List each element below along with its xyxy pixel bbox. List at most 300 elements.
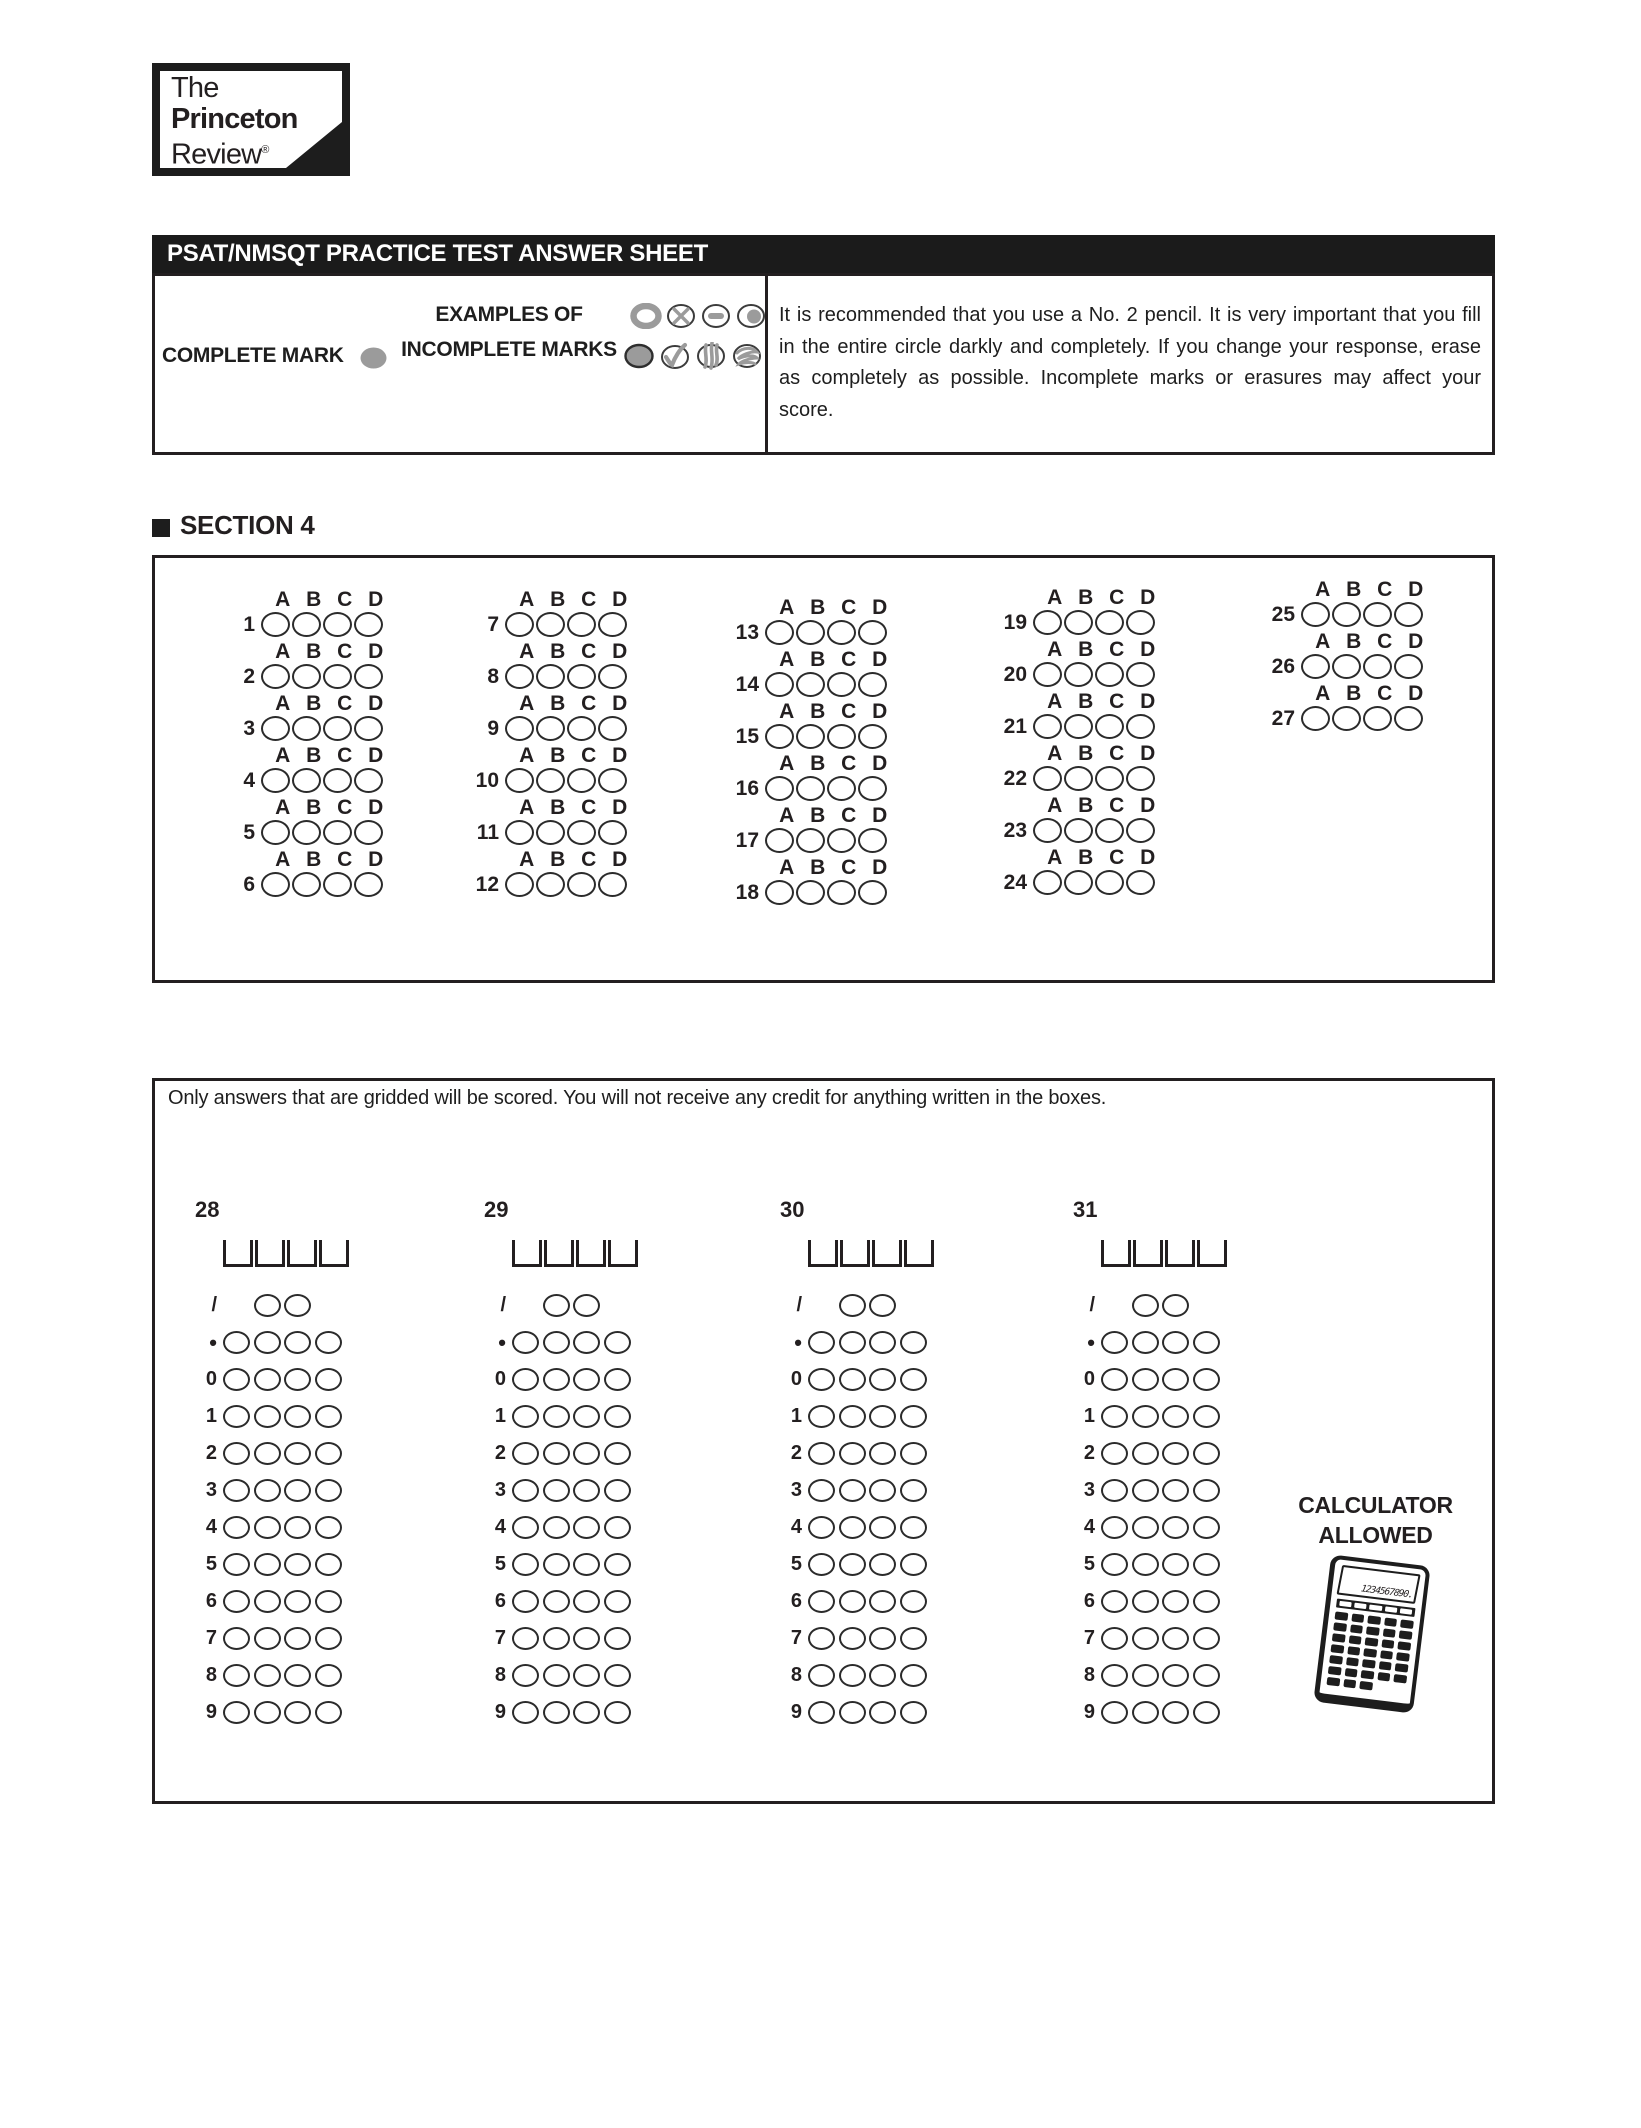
grid-bubble-q31-1-3[interactable] [1162, 1405, 1189, 1428]
grid-bubble-q29-4-4[interactable] [604, 1516, 631, 1539]
grid-bubble-q30-3-3[interactable] [869, 1479, 896, 1502]
grid-bubble-q31-8-4[interactable] [1193, 1664, 1220, 1687]
answer-bubble-q7-B[interactable] [536, 612, 565, 637]
answer-bubble-q1-B[interactable] [292, 612, 321, 637]
answer-bubble-q23-C[interactable] [1095, 818, 1124, 843]
answer-bubble-q22-D[interactable] [1126, 766, 1155, 791]
answer-bubble-q12-A[interactable] [505, 872, 534, 897]
answer-bubble-q20-C[interactable] [1095, 662, 1124, 687]
write-in-cell-q29-3[interactable] [576, 1240, 606, 1267]
answer-bubble-q25-B[interactable] [1332, 602, 1361, 627]
write-in-cell-q30-3[interactable] [872, 1240, 902, 1267]
answer-bubble-q21-C[interactable] [1095, 714, 1124, 739]
answer-bubble-q9-B[interactable] [536, 716, 565, 741]
answer-bubble-q19-C[interactable] [1095, 610, 1124, 635]
answer-bubble-q17-A[interactable] [765, 828, 794, 853]
grid-bubble-q29-point-3[interactable] [573, 1331, 600, 1354]
grid-bubble-q28-2-1[interactable] [223, 1442, 250, 1465]
grid-bubble-q28-6-2[interactable] [254, 1590, 281, 1613]
grid-bubble-q29-0-4[interactable] [604, 1368, 631, 1391]
grid-bubble-q28-4-3[interactable] [284, 1516, 311, 1539]
grid-bubble-q31-3-3[interactable] [1162, 1479, 1189, 1502]
grid-bubble-q30-6-4[interactable] [900, 1590, 927, 1613]
grid-bubble-q29-6-2[interactable] [543, 1590, 570, 1613]
grid-bubble-q30-3-2[interactable] [839, 1479, 866, 1502]
write-in-cell-q28-1[interactable] [223, 1240, 253, 1267]
grid-bubble-q30-7-4[interactable] [900, 1627, 927, 1650]
grid-bubble-q31-9-1[interactable] [1101, 1701, 1128, 1724]
answer-bubble-q16-C[interactable] [827, 776, 856, 801]
grid-bubble-q28-point-4[interactable] [315, 1331, 342, 1354]
answer-bubble-q1-C[interactable] [323, 612, 352, 637]
grid-bubble-q29-4-1[interactable] [512, 1516, 539, 1539]
grid-bubble-q29-4-3[interactable] [573, 1516, 600, 1539]
answer-bubble-q26-B[interactable] [1332, 654, 1361, 679]
grid-bubble-q28-7-1[interactable] [223, 1627, 250, 1650]
answer-bubble-q4-D[interactable] [354, 768, 383, 793]
grid-bubble-q31-4-4[interactable] [1193, 1516, 1220, 1539]
grid-bubble-q30-5-1[interactable] [808, 1553, 835, 1576]
grid-bubble-q31-6-1[interactable] [1101, 1590, 1128, 1613]
grid-bubble-q30-0-4[interactable] [900, 1368, 927, 1391]
grid-bubble-q29-3-2[interactable] [543, 1479, 570, 1502]
grid-bubble-q31-3-4[interactable] [1193, 1479, 1220, 1502]
answer-bubble-q8-C[interactable] [567, 664, 596, 689]
grid-bubble-q31-3-1[interactable] [1101, 1479, 1128, 1502]
answer-bubble-q17-C[interactable] [827, 828, 856, 853]
answer-bubble-q14-A[interactable] [765, 672, 794, 697]
grid-bubble-q31-5-1[interactable] [1101, 1553, 1128, 1576]
answer-bubble-q9-A[interactable] [505, 716, 534, 741]
grid-bubble-q30-1-2[interactable] [839, 1405, 866, 1428]
grid-bubble-q29-1-3[interactable] [573, 1405, 600, 1428]
grid-bubble-q29-3-1[interactable] [512, 1479, 539, 1502]
answer-bubble-q26-C[interactable] [1363, 654, 1392, 679]
grid-bubble-q29-point-1[interactable] [512, 1331, 539, 1354]
grid-bubble-q30-9-2[interactable] [839, 1701, 866, 1724]
grid-bubble-q30-4-4[interactable] [900, 1516, 927, 1539]
write-in-cell-q28-4[interactable] [319, 1240, 349, 1267]
grid-bubble-q28-8-3[interactable] [284, 1664, 311, 1687]
grid-bubble-q30-2-4[interactable] [900, 1442, 927, 1465]
grid-bubble-q30-4-2[interactable] [839, 1516, 866, 1539]
grid-bubble-q28-7-3[interactable] [284, 1627, 311, 1650]
grid-bubble-q28-9-4[interactable] [315, 1701, 342, 1724]
grid-bubble-q29-7-3[interactable] [573, 1627, 600, 1650]
grid-bubble-q28-/-2[interactable] [284, 1294, 311, 1317]
answer-bubble-q10-B[interactable] [536, 768, 565, 793]
grid-bubble-q31-0-4[interactable] [1193, 1368, 1220, 1391]
grid-bubble-q30-5-3[interactable] [869, 1553, 896, 1576]
grid-bubble-q28-3-1[interactable] [223, 1479, 250, 1502]
answer-bubble-q6-A[interactable] [261, 872, 290, 897]
grid-bubble-q28-4-2[interactable] [254, 1516, 281, 1539]
grid-bubble-q31-0-1[interactable] [1101, 1368, 1128, 1391]
grid-bubble-q31-8-3[interactable] [1162, 1664, 1189, 1687]
grid-bubble-q28-7-4[interactable] [315, 1627, 342, 1650]
grid-bubble-q30-2-3[interactable] [869, 1442, 896, 1465]
grid-bubble-q30-8-3[interactable] [869, 1664, 896, 1687]
grid-bubble-q31-5-4[interactable] [1193, 1553, 1220, 1576]
grid-bubble-q29-2-4[interactable] [604, 1442, 631, 1465]
grid-bubble-q31-7-2[interactable] [1132, 1627, 1159, 1650]
grid-bubble-q28-2-3[interactable] [284, 1442, 311, 1465]
answer-bubble-q3-B[interactable] [292, 716, 321, 741]
grid-bubble-q30-4-3[interactable] [869, 1516, 896, 1539]
grid-bubble-q29-9-3[interactable] [573, 1701, 600, 1724]
grid-bubble-q28-5-2[interactable] [254, 1553, 281, 1576]
grid-bubble-q29-point-2[interactable] [543, 1331, 570, 1354]
grid-bubble-q29-1-1[interactable] [512, 1405, 539, 1428]
answer-bubble-q18-C[interactable] [827, 880, 856, 905]
grid-bubble-q29-7-4[interactable] [604, 1627, 631, 1650]
answer-bubble-q15-A[interactable] [765, 724, 794, 749]
answer-bubble-q15-D[interactable] [858, 724, 887, 749]
grid-bubble-q29-8-1[interactable] [512, 1664, 539, 1687]
grid-bubble-q28-1-2[interactable] [254, 1405, 281, 1428]
grid-bubble-q31-point-3[interactable] [1162, 1331, 1189, 1354]
answer-bubble-q9-C[interactable] [567, 716, 596, 741]
answer-bubble-q12-D[interactable] [598, 872, 627, 897]
grid-bubble-q31-2-4[interactable] [1193, 1442, 1220, 1465]
answer-bubble-q20-B[interactable] [1064, 662, 1093, 687]
grid-bubble-q31-1-1[interactable] [1101, 1405, 1128, 1428]
answer-bubble-q14-D[interactable] [858, 672, 887, 697]
answer-bubble-q19-A[interactable] [1033, 610, 1062, 635]
grid-bubble-q28-3-3[interactable] [284, 1479, 311, 1502]
grid-bubble-q29-0-1[interactable] [512, 1368, 539, 1391]
answer-bubble-q23-D[interactable] [1126, 818, 1155, 843]
grid-bubble-q28-6-4[interactable] [315, 1590, 342, 1613]
grid-bubble-q31-9-4[interactable] [1193, 1701, 1220, 1724]
grid-bubble-q31-5-2[interactable] [1132, 1553, 1159, 1576]
grid-bubble-q29-9-2[interactable] [543, 1701, 570, 1724]
grid-bubble-q28-0-1[interactable] [223, 1368, 250, 1391]
grid-bubble-q30-6-2[interactable] [839, 1590, 866, 1613]
answer-bubble-q18-A[interactable] [765, 880, 794, 905]
answer-bubble-q7-C[interactable] [567, 612, 596, 637]
grid-bubble-q31-7-1[interactable] [1101, 1627, 1128, 1650]
grid-bubble-q31-0-3[interactable] [1162, 1368, 1189, 1391]
grid-bubble-q28-3-4[interactable] [315, 1479, 342, 1502]
answer-bubble-q6-B[interactable] [292, 872, 321, 897]
grid-bubble-q31-7-3[interactable] [1162, 1627, 1189, 1650]
answer-bubble-q27-B[interactable] [1332, 706, 1361, 731]
grid-bubble-q29-3-3[interactable] [573, 1479, 600, 1502]
grid-bubble-q29-9-4[interactable] [604, 1701, 631, 1724]
grid-bubble-q30-point-2[interactable] [839, 1331, 866, 1354]
grid-bubble-q29-7-2[interactable] [543, 1627, 570, 1650]
answer-bubble-q24-B[interactable] [1064, 870, 1093, 895]
grid-bubble-q28-3-2[interactable] [254, 1479, 281, 1502]
answer-bubble-q5-B[interactable] [292, 820, 321, 845]
answer-bubble-q6-D[interactable] [354, 872, 383, 897]
answer-bubble-q14-B[interactable] [796, 672, 825, 697]
grid-bubble-q31-/-1[interactable] [1132, 1294, 1159, 1317]
grid-bubble-q28-2-2[interactable] [254, 1442, 281, 1465]
grid-bubble-q31-6-2[interactable] [1132, 1590, 1159, 1613]
answer-bubble-q4-A[interactable] [261, 768, 290, 793]
answer-bubble-q24-C[interactable] [1095, 870, 1124, 895]
answer-bubble-q13-A[interactable] [765, 620, 794, 645]
grid-bubble-q28-7-2[interactable] [254, 1627, 281, 1650]
grid-bubble-q29-1-2[interactable] [543, 1405, 570, 1428]
answer-bubble-q20-D[interactable] [1126, 662, 1155, 687]
write-in-cell-q29-1[interactable] [512, 1240, 542, 1267]
answer-bubble-q12-C[interactable] [567, 872, 596, 897]
answer-bubble-q2-D[interactable] [354, 664, 383, 689]
answer-bubble-q26-A[interactable] [1301, 654, 1330, 679]
grid-bubble-q30-1-3[interactable] [869, 1405, 896, 1428]
grid-bubble-q29-4-2[interactable] [543, 1516, 570, 1539]
answer-bubble-q26-D[interactable] [1394, 654, 1423, 679]
grid-bubble-q29-7-1[interactable] [512, 1627, 539, 1650]
answer-bubble-q22-A[interactable] [1033, 766, 1062, 791]
answer-bubble-q2-C[interactable] [323, 664, 352, 689]
answer-bubble-q7-A[interactable] [505, 612, 534, 637]
grid-bubble-q28-2-4[interactable] [315, 1442, 342, 1465]
answer-bubble-q11-A[interactable] [505, 820, 534, 845]
answer-bubble-q19-B[interactable] [1064, 610, 1093, 635]
grid-bubble-q28-1-1[interactable] [223, 1405, 250, 1428]
answer-bubble-q21-B[interactable] [1064, 714, 1093, 739]
answer-bubble-q11-D[interactable] [598, 820, 627, 845]
grid-bubble-q30-9-4[interactable] [900, 1701, 927, 1724]
grid-bubble-q30-5-2[interactable] [839, 1553, 866, 1576]
answer-bubble-q27-A[interactable] [1301, 706, 1330, 731]
grid-bubble-q30-/-2[interactable] [869, 1294, 896, 1317]
grid-bubble-q28-0-4[interactable] [315, 1368, 342, 1391]
answer-bubble-q13-C[interactable] [827, 620, 856, 645]
answer-bubble-q5-A[interactable] [261, 820, 290, 845]
grid-bubble-q29-3-4[interactable] [604, 1479, 631, 1502]
answer-bubble-q22-B[interactable] [1064, 766, 1093, 791]
answer-bubble-q18-B[interactable] [796, 880, 825, 905]
grid-bubble-q28-/-1[interactable] [254, 1294, 281, 1317]
grid-bubble-q31-2-1[interactable] [1101, 1442, 1128, 1465]
grid-bubble-q30-9-1[interactable] [808, 1701, 835, 1724]
grid-bubble-q29-6-1[interactable] [512, 1590, 539, 1613]
write-in-cell-q29-2[interactable] [544, 1240, 574, 1267]
answer-bubble-q1-A[interactable] [261, 612, 290, 637]
grid-bubble-q29-5-2[interactable] [543, 1553, 570, 1576]
grid-bubble-q28-6-1[interactable] [223, 1590, 250, 1613]
grid-bubble-q31-point-2[interactable] [1132, 1331, 1159, 1354]
grid-bubble-q30-3-4[interactable] [900, 1479, 927, 1502]
grid-bubble-q28-1-3[interactable] [284, 1405, 311, 1428]
answer-bubble-q25-C[interactable] [1363, 602, 1392, 627]
answer-bubble-q1-D[interactable] [354, 612, 383, 637]
answer-bubble-q16-A[interactable] [765, 776, 794, 801]
answer-bubble-q2-B[interactable] [292, 664, 321, 689]
answer-bubble-q22-C[interactable] [1095, 766, 1124, 791]
grid-bubble-q30-1-1[interactable] [808, 1405, 835, 1428]
grid-bubble-q30-9-3[interactable] [869, 1701, 896, 1724]
grid-bubble-q28-5-4[interactable] [315, 1553, 342, 1576]
answer-bubble-q10-C[interactable] [567, 768, 596, 793]
grid-bubble-q31-5-3[interactable] [1162, 1553, 1189, 1576]
answer-bubble-q16-D[interactable] [858, 776, 887, 801]
write-in-cell-q29-4[interactable] [608, 1240, 638, 1267]
grid-bubble-q29-5-3[interactable] [573, 1553, 600, 1576]
answer-bubble-q11-B[interactable] [536, 820, 565, 845]
grid-bubble-q28-4-4[interactable] [315, 1516, 342, 1539]
grid-bubble-q31-1-4[interactable] [1193, 1405, 1220, 1428]
grid-bubble-q29-0-2[interactable] [543, 1368, 570, 1391]
grid-bubble-q31-8-1[interactable] [1101, 1664, 1128, 1687]
grid-bubble-q31-7-4[interactable] [1193, 1627, 1220, 1650]
answer-bubble-q21-A[interactable] [1033, 714, 1062, 739]
grid-bubble-q31-6-3[interactable] [1162, 1590, 1189, 1613]
grid-bubble-q30-6-1[interactable] [808, 1590, 835, 1613]
grid-bubble-q28-9-1[interactable] [223, 1701, 250, 1724]
grid-bubble-q28-8-1[interactable] [223, 1664, 250, 1687]
grid-bubble-q29-6-3[interactable] [573, 1590, 600, 1613]
grid-bubble-q30-point-3[interactable] [869, 1331, 896, 1354]
grid-bubble-q30-0-1[interactable] [808, 1368, 835, 1391]
grid-bubble-q28-6-3[interactable] [284, 1590, 311, 1613]
answer-bubble-q18-D[interactable] [858, 880, 887, 905]
answer-bubble-q14-C[interactable] [827, 672, 856, 697]
grid-bubble-q28-0-2[interactable] [254, 1368, 281, 1391]
grid-bubble-q30-7-3[interactable] [869, 1627, 896, 1650]
answer-bubble-q10-D[interactable] [598, 768, 627, 793]
grid-bubble-q29-/-2[interactable] [573, 1294, 600, 1317]
grid-bubble-q31-4-1[interactable] [1101, 1516, 1128, 1539]
answer-bubble-q5-C[interactable] [323, 820, 352, 845]
write-in-cell-q31-3[interactable] [1165, 1240, 1195, 1267]
answer-bubble-q8-B[interactable] [536, 664, 565, 689]
grid-bubble-q31-point-4[interactable] [1193, 1331, 1220, 1354]
answer-bubble-q11-C[interactable] [567, 820, 596, 845]
answer-bubble-q23-A[interactable] [1033, 818, 1062, 843]
grid-bubble-q30-8-1[interactable] [808, 1664, 835, 1687]
grid-bubble-q31-0-2[interactable] [1132, 1368, 1159, 1391]
grid-bubble-q28-point-2[interactable] [254, 1331, 281, 1354]
grid-bubble-q30-7-1[interactable] [808, 1627, 835, 1650]
grid-bubble-q29-9-1[interactable] [512, 1701, 539, 1724]
grid-bubble-q30-7-2[interactable] [839, 1627, 866, 1650]
grid-bubble-q28-9-2[interactable] [254, 1701, 281, 1724]
grid-bubble-q30-3-1[interactable] [808, 1479, 835, 1502]
write-in-cell-q31-4[interactable] [1197, 1240, 1227, 1267]
answer-bubble-q7-D[interactable] [598, 612, 627, 637]
grid-bubble-q30-8-4[interactable] [900, 1664, 927, 1687]
grid-bubble-q28-point-1[interactable] [223, 1331, 250, 1354]
grid-bubble-q30-1-4[interactable] [900, 1405, 927, 1428]
answer-bubble-q16-B[interactable] [796, 776, 825, 801]
grid-bubble-q29-8-2[interactable] [543, 1664, 570, 1687]
grid-bubble-q28-8-4[interactable] [315, 1664, 342, 1687]
grid-bubble-q29-1-4[interactable] [604, 1405, 631, 1428]
grid-bubble-q31-point-1[interactable] [1101, 1331, 1128, 1354]
answer-bubble-q15-B[interactable] [796, 724, 825, 749]
answer-bubble-q4-C[interactable] [323, 768, 352, 793]
grid-bubble-q28-9-3[interactable] [284, 1701, 311, 1724]
answer-bubble-q21-D[interactable] [1126, 714, 1155, 739]
answer-bubble-q12-B[interactable] [536, 872, 565, 897]
answer-bubble-q23-B[interactable] [1064, 818, 1093, 843]
answer-bubble-q19-D[interactable] [1126, 610, 1155, 635]
grid-bubble-q30-2-1[interactable] [808, 1442, 835, 1465]
answer-bubble-q27-C[interactable] [1363, 706, 1392, 731]
answer-bubble-q25-D[interactable] [1394, 602, 1423, 627]
grid-bubble-q31-4-3[interactable] [1162, 1516, 1189, 1539]
write-in-cell-q30-2[interactable] [840, 1240, 870, 1267]
answer-bubble-q3-D[interactable] [354, 716, 383, 741]
grid-bubble-q31-9-2[interactable] [1132, 1701, 1159, 1724]
answer-bubble-q3-A[interactable] [261, 716, 290, 741]
grid-bubble-q28-4-1[interactable] [223, 1516, 250, 1539]
answer-bubble-q3-C[interactable] [323, 716, 352, 741]
answer-bubble-q25-A[interactable] [1301, 602, 1330, 627]
grid-bubble-q29-2-2[interactable] [543, 1442, 570, 1465]
grid-bubble-q28-1-4[interactable] [315, 1405, 342, 1428]
grid-bubble-q28-point-3[interactable] [284, 1331, 311, 1354]
write-in-cell-q30-1[interactable] [808, 1240, 838, 1267]
grid-bubble-q30-0-3[interactable] [869, 1368, 896, 1391]
answer-bubble-q10-A[interactable] [505, 768, 534, 793]
grid-bubble-q29-8-3[interactable] [573, 1664, 600, 1687]
grid-bubble-q29-8-4[interactable] [604, 1664, 631, 1687]
grid-bubble-q31-9-3[interactable] [1162, 1701, 1189, 1724]
answer-bubble-q17-D[interactable] [858, 828, 887, 853]
answer-bubble-q20-A[interactable] [1033, 662, 1062, 687]
grid-bubble-q30-point-4[interactable] [900, 1331, 927, 1354]
answer-bubble-q13-B[interactable] [796, 620, 825, 645]
write-in-cell-q28-2[interactable] [255, 1240, 285, 1267]
grid-bubble-q28-5-3[interactable] [284, 1553, 311, 1576]
grid-bubble-q30-6-3[interactable] [869, 1590, 896, 1613]
answer-bubble-q9-D[interactable] [598, 716, 627, 741]
grid-bubble-q29-point-4[interactable] [604, 1331, 631, 1354]
grid-bubble-q28-5-1[interactable] [223, 1553, 250, 1576]
write-in-cell-q28-3[interactable] [287, 1240, 317, 1267]
grid-bubble-q30-8-2[interactable] [839, 1664, 866, 1687]
answer-bubble-q24-A[interactable] [1033, 870, 1062, 895]
answer-bubble-q8-D[interactable] [598, 664, 627, 689]
answer-bubble-q27-D[interactable] [1394, 706, 1423, 731]
grid-bubble-q29-6-4[interactable] [604, 1590, 631, 1613]
answer-bubble-q2-A[interactable] [261, 664, 290, 689]
answer-bubble-q13-D[interactable] [858, 620, 887, 645]
grid-bubble-q30-point-1[interactable] [808, 1331, 835, 1354]
answer-bubble-q17-B[interactable] [796, 828, 825, 853]
grid-bubble-q30-2-2[interactable] [839, 1442, 866, 1465]
grid-bubble-q31-3-2[interactable] [1132, 1479, 1159, 1502]
grid-bubble-q31-4-2[interactable] [1132, 1516, 1159, 1539]
answer-bubble-q8-A[interactable] [505, 664, 534, 689]
grid-bubble-q30-5-4[interactable] [900, 1553, 927, 1576]
answer-bubble-q15-C[interactable] [827, 724, 856, 749]
answer-bubble-q6-C[interactable] [323, 872, 352, 897]
write-in-cell-q31-1[interactable] [1101, 1240, 1131, 1267]
answer-bubble-q5-D[interactable] [354, 820, 383, 845]
grid-bubble-q31-2-2[interactable] [1132, 1442, 1159, 1465]
write-in-cell-q30-4[interactable] [904, 1240, 934, 1267]
grid-bubble-q30-0-2[interactable] [839, 1368, 866, 1391]
grid-bubble-q28-8-2[interactable] [254, 1664, 281, 1687]
grid-bubble-q31-/-2[interactable] [1162, 1294, 1189, 1317]
grid-bubble-q31-8-2[interactable] [1132, 1664, 1159, 1687]
grid-bubble-q30-/-1[interactable] [839, 1294, 866, 1317]
grid-bubble-q28-0-3[interactable] [284, 1368, 311, 1391]
grid-bubble-q29-5-1[interactable] [512, 1553, 539, 1576]
grid-bubble-q29-2-1[interactable] [512, 1442, 539, 1465]
grid-bubble-q29-5-4[interactable] [604, 1553, 631, 1576]
grid-bubble-q31-2-3[interactable] [1162, 1442, 1189, 1465]
grid-bubble-q29-0-3[interactable] [573, 1368, 600, 1391]
